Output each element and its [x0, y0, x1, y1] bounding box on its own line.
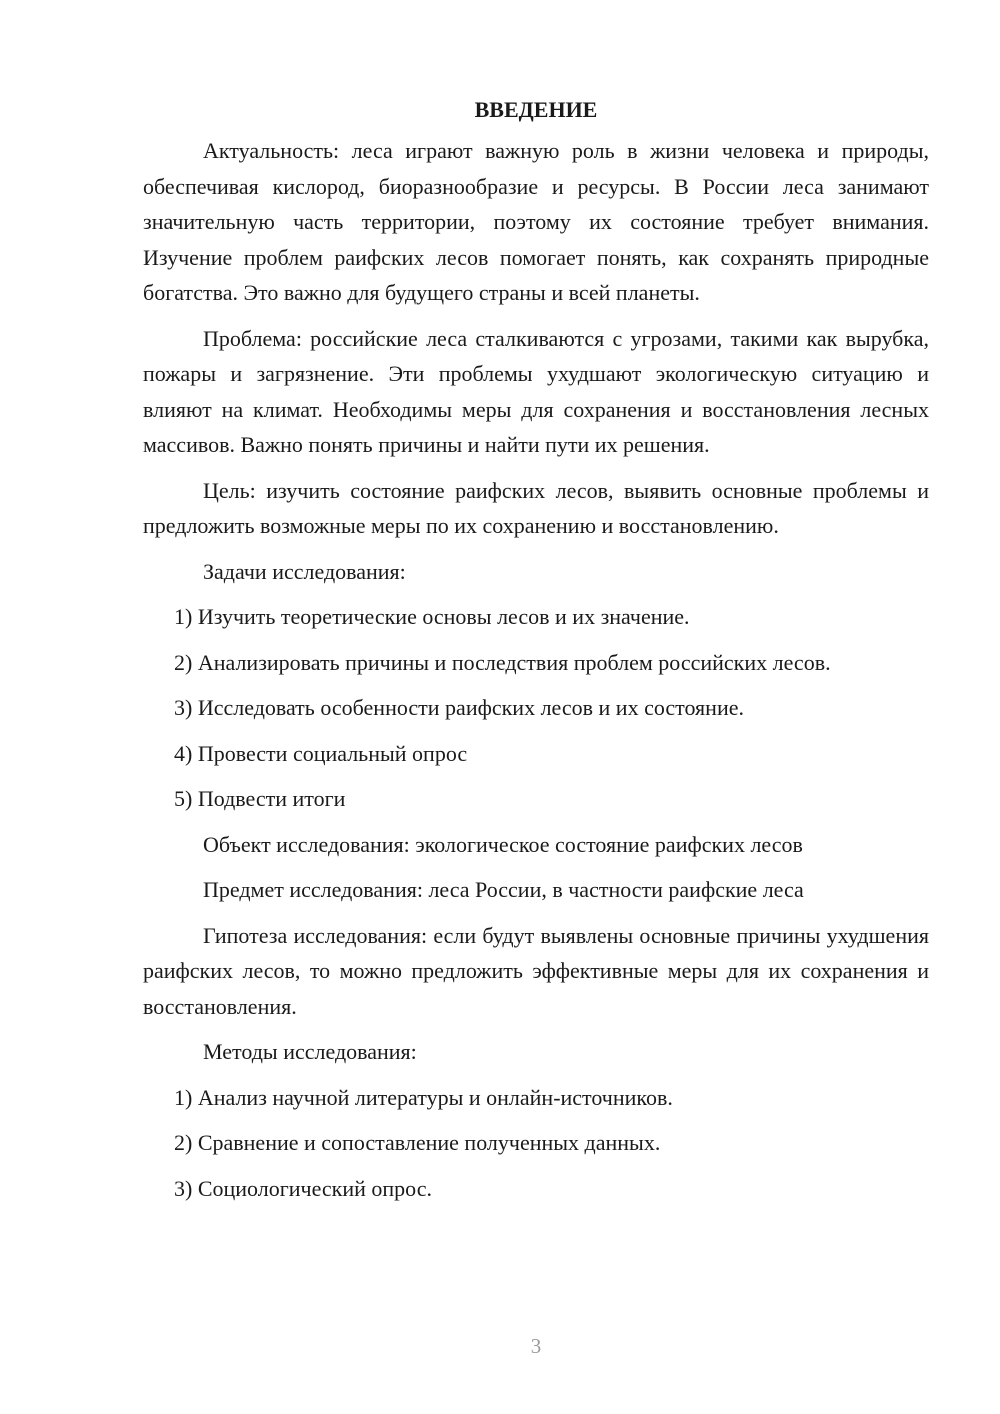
list-item: 2) Анализировать причины и последствия проблем российских лесов.: [174, 649, 831, 675]
list-item: 1) Изучить теоретические основы лесов и их значение.: [174, 604, 690, 629]
list-item: 2) Сравнение и сопоставление полученных данных.: [174, 1130, 661, 1155]
list-item: 3) Социологический опрос.: [174, 1175, 432, 1201]
list-item: 1) Анализ научной литературы и онлайн-источников.: [174, 1084, 673, 1110]
page-title: ВВЕДЕНИЕ: [474, 97, 598, 122]
list-item: 4) Провести социальный опрос: [174, 740, 468, 766]
methods-heading: Методы исследования:: [203, 1039, 417, 1064]
problem-paragraph: Проблема: российские леса сталкиваются с угрозами, такими как вырубка, пожары и загрязнение. Эти проблемы ухудшают экологическую ситуацию и влияют на климат. Необходимы меры для сохранения и восстановления лесных массивов. Важно понять причины и найти пути их решения.: [143, 325, 929, 457]
tasks-list: [143, 599, 929, 817]
tasks-heading: Задачи исследования:: [203, 558, 406, 584]
goal-paragraph: Цель: изучить состояние раифских лесов, выявить основные проблемы и предложить возможные меры по их сохранению и восстановлению.: [143, 477, 929, 538]
list-item: 5) Подвести итоги: [174, 786, 346, 811]
page-number: 3: [530, 1334, 542, 1358]
hypothesis-paragraph: Гипотеза исследования: если будут выявлены основные причины ухудшения раифских лесов, то можно предложить эффективные меры для их сохранения и восстановления.: [143, 922, 929, 1019]
document-page: [143, 92, 929, 1216]
methods-list: [143, 1080, 929, 1207]
list-item: 3) Исследовать особенности раифских лесов и их состояние.: [174, 695, 744, 720]
relevance-paragraph: Актуальность: леса играют важную роль в жизни человека и природы, обеспечивая кислород, биоразнообразие и ресурсы. В России леса занимают значительную часть территории, поэтому их состояние требует внимания. Изучение проблем раифских лесов помогает понять, как сохранять природные богатства. Это важно для будущего страны и всей планеты.: [143, 138, 929, 305]
object-paragraph: Объект исследования: экологическое состояние раифских лесов: [203, 831, 803, 857]
subject-paragraph: Предмет исследования: леса России, в частности раифские леса: [203, 877, 804, 902]
